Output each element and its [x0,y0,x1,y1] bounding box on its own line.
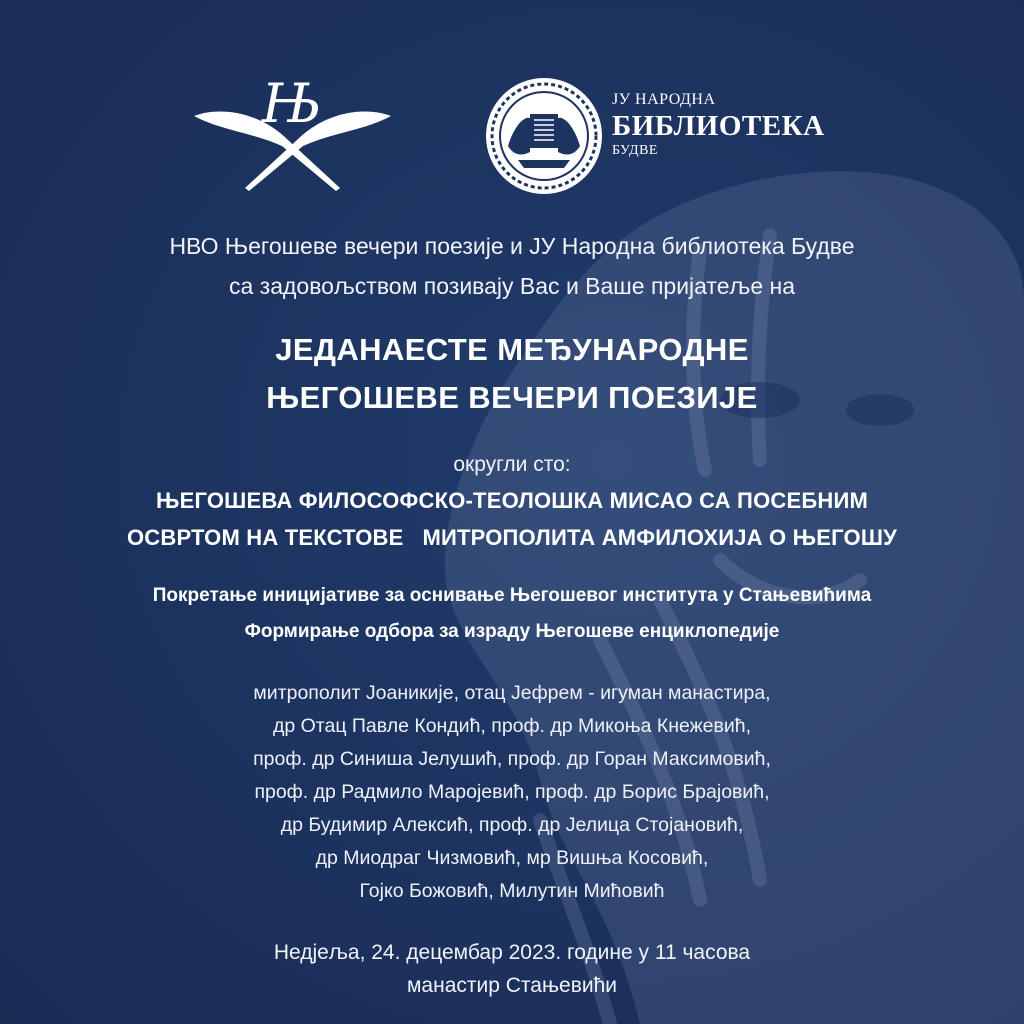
initiatives [0,578,1024,650]
event-title-line: ЈЕДАНАЕСТЕ МЕЂУНАРОДНЕ [275,332,749,367]
quills-logo [190,70,395,195]
round-table-topic [0,482,1024,556]
initiative-item: Формирање одбора за израду Његошеве енциклопедије [244,621,780,642]
participants-list [0,677,1024,908]
library-wordmark-line1: ЈУ НАРОДНА [612,91,716,108]
participants-line: др Будимир Алексић, проф. др Јелица Стојановић, [280,814,744,836]
event-venue: манастир Стањевићи [406,974,618,997]
participants-line: др Отац Павле Кондић, проф. др Микоња Кнежевић, [272,715,752,737]
initiative-item: Покретање иницијативе за оснивање Његошевог института у Стањевићима [152,585,872,606]
intro-line: НВО Његошеве вечери поезије и ЈУ Народна библиотека Будве [169,233,855,259]
round-table-label [0,449,1024,481]
participants-line: Гојко Божовић, Милутин Мићовић [359,880,665,902]
event-details [0,936,1024,1002]
intro-line: са задовољством позивају Вас и Ваше пријатеље на [228,273,796,299]
round-table-label-text: округли сто: [453,453,571,476]
participants-line: проф. др Синиша Јелушић, проф. др Горан Максимовић, [253,748,771,770]
participants-line: митрополит Јоаникије, отац Јефрем - игуман манастира, [253,682,771,704]
intro-text [0,226,1024,306]
library-wordmark [612,90,825,160]
monogram-glyph: Њ [261,72,323,135]
library-wordmark-line2: БИБЛИОТЕКА [612,110,825,142]
event-title-line: ЊЕГОШЕВЕ ВЕЧЕРИ ПОЕЗИЈЕ [266,380,758,415]
library-wordmark-line3: БУДВЕ [612,143,658,158]
library-seal-logo [484,76,604,196]
event-title [0,326,1024,422]
event-date-time: Недјеља, 24. децембар 2023. године у 11 часова [273,941,751,964]
participants-line: др Миодраг Чизмовић, мр Вишња Косовић, [315,847,709,869]
round-table-topic-line: ЊЕГОШЕВА ФИЛОСОФСКО-ТЕОЛОШКА МИСАО СА ПОСЕБНИМ [156,488,868,513]
participants-line: проф. др Радмило Маројевић, проф. др Борис Брајовић, [254,781,770,803]
round-table-topic-line: ОСВРТОМ НА ТЕКСТОВЕ МИТРОПОЛИТА АМФИЛОХИЈА О ЊЕГОШУ [126,525,898,550]
